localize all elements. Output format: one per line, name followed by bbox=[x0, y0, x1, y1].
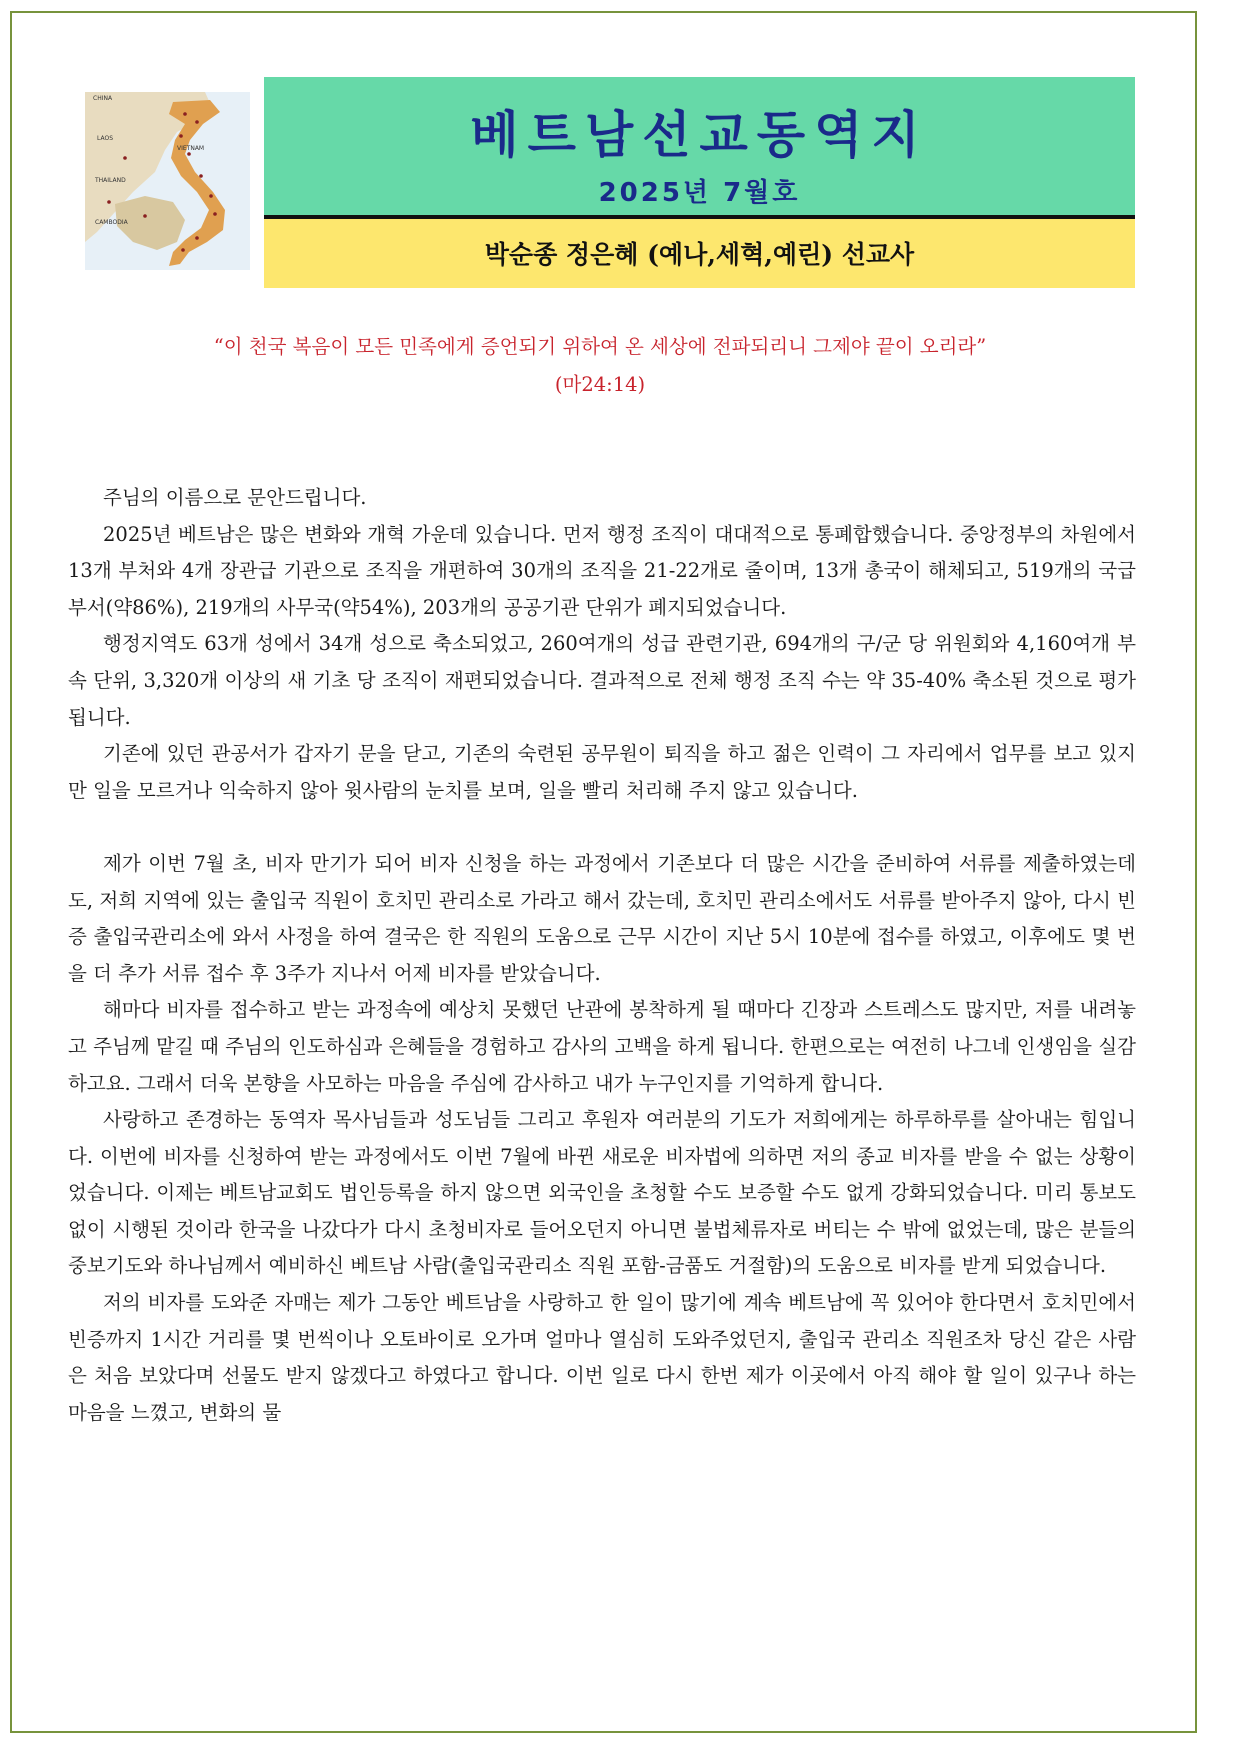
map-label-thailand: THAILAND bbox=[95, 177, 126, 184]
paragraph: 기존에 있던 관공서가 갑자기 문을 닫고, 기존의 숙련된 공무원이 퇴직을 하고 젊은 인력이 그 자리에서 업무를 보고 있지만 일을 모르거나 익숙하지 않아 윗사람의 눈치를 보며, 일을 빨리 처리해 주지 않고 있습니다. bbox=[68, 742, 1136, 802]
map-label-cambodia: CAMBODIA bbox=[95, 219, 128, 226]
paragraph: 저의 비자를 도와준 자매는 제가 그동안 베트남을 사랑하고 한 일이 많기에 계속 베트남에 꼭 있어야 한다면서 호치민에서 빈증까지 1시간 거리를 몇 번씩이나 오토바이로 오가며 얼마나 열심히 도와주었던지, 출입국 관리소 직원조차 당신 같은 사람은 처음 보았다며 선물도 받지 않겠다고 하였다고 합니다. 이번 일로 다시 한번 제가 이곳에서 아직 해야 할 일이 있구나 하는 마음을 느꼈고, 변화의 물 bbox=[68, 1291, 1136, 1424]
map-label-china: CHINA bbox=[93, 95, 113, 102]
missionary-banner bbox=[264, 219, 1135, 288]
indochina-map bbox=[85, 92, 250, 270]
paragraph: 제가 이번 7월 초, 비자 만기가 되어 비자 신청을 하는 과정에서 기존보다 더 많은 시간을 준비하여 서류를 제출하였는데도, 저희 지역에 있는 출입국 직원이 호치민 관리소로 가라고 해서 갔는데, 호치민 관리소에서도 서류를 받아주지 않아, 다시 빈증 출입국관리소에 와서 사정을 하여 결국은 한 직원의 도움으로 근무 시간이 지난 5시 10분에 접수를 하였고, 이후에도 몇 번을 더 추가 서류 접수 후 3주가 지나서 어제 비자를 받았습니다. bbox=[68, 851, 1136, 985]
newsletter-title: 베트남선교동역지 bbox=[470, 106, 929, 164]
verse-text: “이 천국 복음이 모든 민족에게 증언되기 위하여 온 세상에 전파되리니 그제야 끝이 오리라” bbox=[213, 335, 987, 358]
missionary-names: 박순종 정은혜 (예나,세혁,예린) 선교사 bbox=[484, 240, 915, 269]
map-graphic bbox=[85, 92, 250, 270]
title-banner bbox=[264, 77, 1135, 215]
paragraph: 2025년 베트남은 많은 변화와 개혁 가운데 있습니다. 먼저 행정 조직이 대대적으로 통폐합했습니다. 중앙정부의 차원에서 13개 부처와 4개 장관급 기관으로 조직을 개편하여 30개의 조직을 21-22개로 줄이며, 13개 총국이 해체되고, 519개의 국급 부서(약86%), 219개의 사무국(약54%), 203개의 공공기관 단위가 폐지되었습니다. bbox=[68, 522, 1136, 619]
map-label-laos: LAOS bbox=[97, 135, 114, 142]
letter-body bbox=[68, 480, 1136, 1431]
paragraph: 주님의 이름으로 문안드립니다. bbox=[103, 486, 367, 509]
paragraph: 행정지역도 63개 성에서 34개 성으로 축소되었고, 260여개의 성급 관련기관, 694개의 구/군 당 위원회와 4,160여개 부속 단위, 3,320개 이상의 새 기초 당 조직이 재편되었습니다. 결과적으로 전체 행정 조직 수는 약 35-40% 축소된 것으로 평가됩니다. bbox=[68, 632, 1136, 729]
issue-date: 2025년 7월호 bbox=[598, 178, 801, 208]
scripture-verse bbox=[60, 328, 1140, 404]
paragraph: 해마다 비자를 접수하고 받는 과정속에 예상치 못했던 난관에 봉착하게 될 때마다 긴장과 스트레스도 많지만, 저를 내려놓고 주님께 맡길 때 주님의 인도하심과 은혜들을 경험하고 감사의 고백을 하게 됩니다. 한편으로는 여전히 나그네 인생임을 실감하고요. 그래서 더욱 본향을 사모하는 마음을 주심에 감사하고 내가 누구인지를 기억하게 합니다. bbox=[68, 998, 1136, 1095]
map-label-vietnam: VIETNAM bbox=[177, 145, 205, 152]
paragraph: 사랑하고 존경하는 동역자 목사님들과 성도님들 그리고 후원자 여러분의 기도가 저희에게는 하루하루를 살아내는 힘입니다. 이번에 비자를 신청하여 받는 과정에서도 이번 7월에 바뀐 새로운 비자법에 의하면 저의 종교 비자를 받을 수 없는 상황이었습니다. 이제는 베트남교회도 법인등록을 하지 않으면 외국인을 초청할 수도 보증할 수도 없게 강화되었습니다. 미리 통보도 없이 시행된 것이라 한국을 나갔다가 다시 초청비자로 들어오던지 아니면 불법체류자로 버티는 수 밖에 없었는데, 많은 분들의 중보기도와 하나님께서 예비하신 베트남 사람(출입국관리소 직원 포함-금품도 거절함)의 도움으로 비자를 받게 되었습니다. bbox=[68, 1108, 1136, 1278]
verse-reference: (마24:14) bbox=[554, 373, 646, 396]
paragraph-spacer bbox=[68, 809, 1136, 846]
